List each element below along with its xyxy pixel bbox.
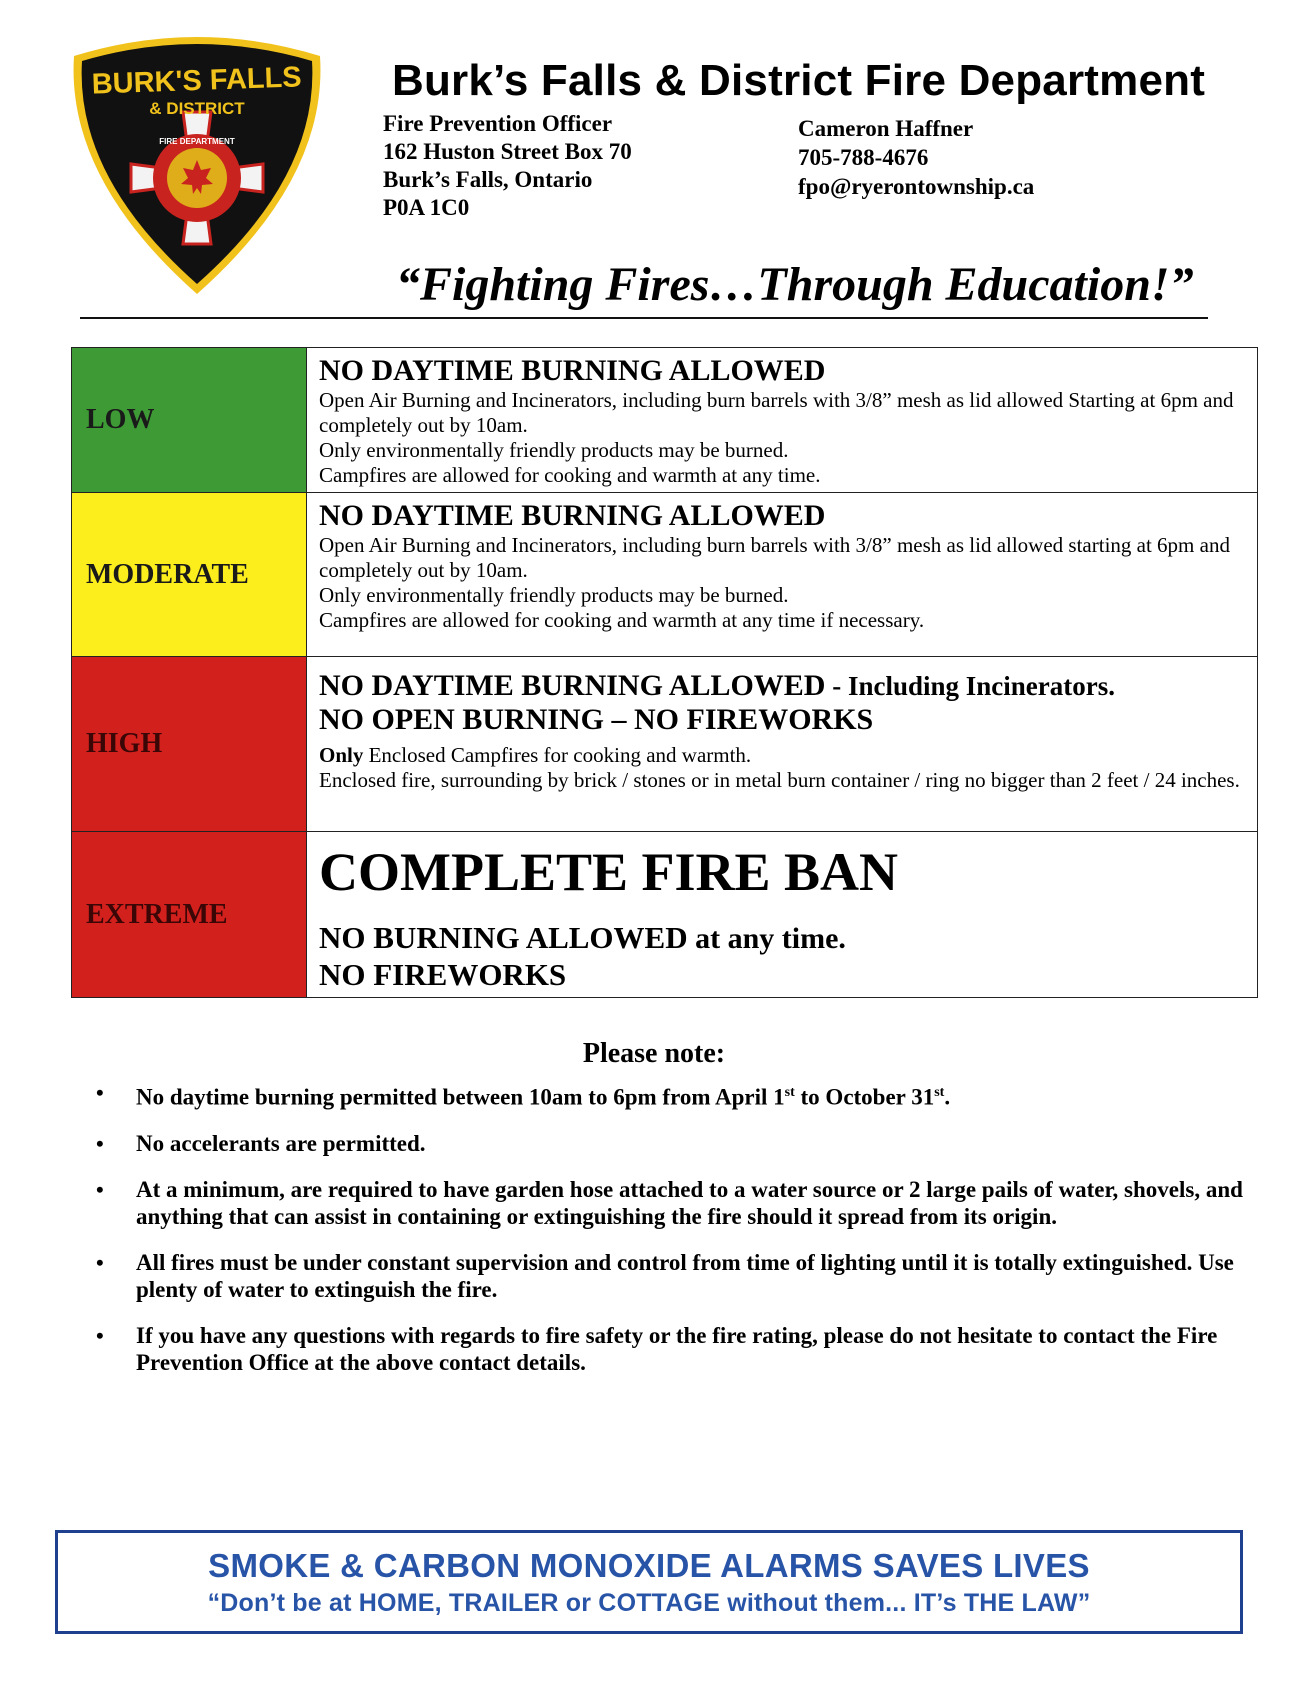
rating-text: Campfires are allowed for cooking and warmth at any time if necessary. — [319, 608, 925, 632]
rating-text: Only environmentally friendly products may be burned. — [319, 583, 789, 607]
note-text: . — [944, 1084, 951, 1110]
banner-subline: “Don’t be at HOME, TRAILER or COTTAGE without them... IT’s THE LAW” — [207, 1589, 1091, 1617]
rating-row-extreme — [72, 832, 1258, 998]
rating-heading — [319, 920, 1245, 957]
note-superscript: st — [934, 1085, 945, 1100]
alarm-banner — [55, 1530, 1243, 1634]
department-title: Burk’s Falls & District Fire Department — [392, 56, 1206, 105]
complete-fire-ban-heading: COMPLETE FIRE BAN — [319, 842, 899, 902]
rating-heading-2: NO OPEN BURNING – NO FIREWORKS — [319, 703, 874, 736]
list-item — [96, 1176, 1246, 1230]
address-line: 162 Huston Street Box 70 — [383, 139, 632, 164]
rating-heading-main: NO DAYTIME BURNING ALLOWED — [319, 669, 826, 702]
note-text: to October 31 — [794, 1084, 935, 1110]
list-item — [96, 1079, 1246, 1111]
contact-block — [798, 114, 1034, 201]
rating-level-low: LOW — [72, 348, 307, 493]
rating-row-moderate — [72, 493, 1258, 657]
rating-text: Enclosed fire, surrounding by brick / stones or in metal burn container / ring no bigger than 2 feet / 24 inches. — [319, 768, 1240, 792]
rating-level-moderate: MODERATE — [72, 493, 307, 657]
rating-text: Open Air Burning and Incinerators, including burn barrels with 3/8” mesh as lid allowed Starting at 6pm and completely out by 10am. — [319, 388, 1234, 437]
rating-level-extreme: EXTREME — [72, 832, 307, 998]
rating-row-low — [72, 348, 1258, 493]
address-line: Fire Prevention Officer — [383, 111, 613, 136]
address-line: P0A 1C0 — [383, 195, 470, 220]
contact-phone: 705-788-4676 — [798, 145, 929, 170]
rating-row-high — [72, 657, 1258, 832]
bullet: • — [96, 1176, 104, 1202]
note-text: No accelerants are permitted. — [136, 1130, 426, 1156]
header-divider — [80, 317, 1208, 319]
list-item — [96, 1249, 1246, 1303]
note-text: At a minimum, are required to have garden hose attached to a water source or 2 large pails of water, shovels, and anything that can assist in containing or extinguishing the fire should it spread from its origin. — [136, 1176, 1243, 1229]
rating-heading-suffix: at any time. — [687, 922, 846, 955]
rating-heading: NO DAYTIME BURNING ALLOWED — [319, 354, 826, 387]
notes-list — [96, 1079, 1246, 1395]
rating-heading-2: NO FIREWORKS — [319, 957, 567, 992]
fire-rating-table — [71, 347, 1258, 998]
banner-headline: SMOKE & CARBON MONOXIDE ALARMS SAVES LIVES — [208, 1547, 1090, 1584]
address-line: Burk’s Falls, Ontario — [383, 167, 593, 192]
rating-description-moderate — [307, 493, 1258, 657]
bullet: • — [96, 1322, 104, 1348]
rating-heading: NO DAYTIME BURNING ALLOWED — [319, 499, 826, 532]
notes-title: Please note: — [582, 1038, 726, 1069]
note-text: No daytime burning permitted between 10am to 6pm from April 1 — [136, 1084, 785, 1110]
rating-text: Campfires are allowed for cooking and warmth at any time. — [319, 463, 821, 487]
address-block — [383, 110, 632, 222]
contact-email: fpo@ryerontownship.ca — [798, 174, 1035, 199]
bullet: • — [96, 1249, 104, 1275]
rating-text: Only environmentally friendly products may be burned. — [319, 438, 789, 462]
rating-heading-suffix: - Including Incinerators. — [825, 671, 1116, 701]
rating-text — [319, 743, 1245, 768]
rating-description-high — [307, 657, 1258, 832]
rating-text: Open Air Burning and Incinerators, including burn barrels with 3/8” mesh as lid allowed starting at 6pm and completely out by 10am. — [319, 533, 1230, 582]
rating-description-low — [307, 348, 1258, 493]
rating-heading-main: NO BURNING ALLOWED — [319, 920, 688, 955]
list-item — [96, 1322, 1246, 1376]
note-superscript: st — [784, 1085, 795, 1100]
note-text: All fires must be under constant supervision and control from time of lighting until it is totally extinguished. Use plenty of water to extinguish the fire. — [136, 1249, 1234, 1302]
bullet: • — [96, 1130, 104, 1156]
bullet: • — [96, 1080, 104, 1105]
rating-heading — [319, 669, 1245, 703]
logo-text-sub: & DISTRICT — [149, 99, 245, 118]
rating-text-rest: Enclosed Campfires for cooking and warmth. — [363, 743, 752, 767]
rating-level-high: HIGH — [72, 657, 307, 832]
note-text: If you have any questions with regards to fire safety or the fire rating, please do not hesitate to contact the Fire Prevention Office at the above contact details. — [136, 1322, 1218, 1375]
fire-department-crest-logo — [66, 28, 328, 296]
list-item — [96, 1130, 1246, 1157]
contact-name: Cameron Haffner — [798, 116, 974, 141]
rating-description-extreme — [307, 832, 1258, 998]
rating-text-bold: Only — [319, 743, 364, 767]
slogan: “Fighting Fires…Through Education!” — [396, 258, 1194, 311]
logo-text-top: BURK'S FALLS — [91, 61, 303, 101]
svg-text:FIRE DEPARTMENT: FIRE DEPARTMENT — [159, 137, 235, 146]
